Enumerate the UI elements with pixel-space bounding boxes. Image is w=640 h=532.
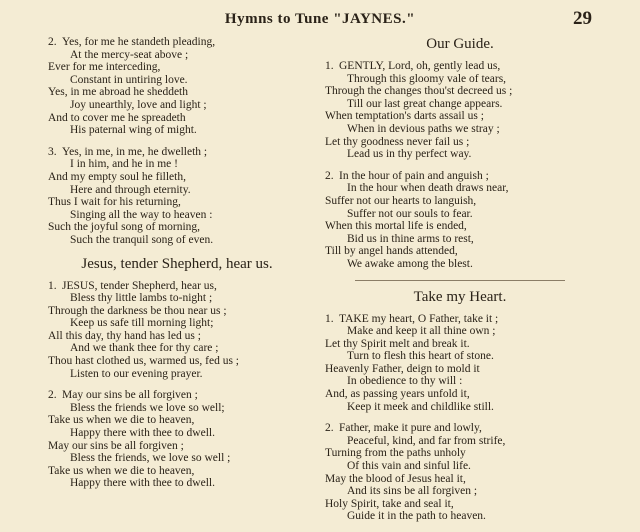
verse-text: Joy unearthly, love and light ; — [70, 98, 207, 111]
verse-line — [48, 305, 306, 318]
verse-line — [325, 136, 595, 149]
stanza-number: 1. — [48, 279, 57, 292]
verse-line — [325, 447, 595, 460]
stanza — [48, 146, 306, 247]
verse-text: Heavenly Father, deign to mold it — [325, 362, 480, 375]
verse-line — [48, 196, 306, 209]
verse-line — [325, 473, 595, 486]
stanza-number: 2. — [325, 422, 334, 435]
verse-text: Yes, in me, in me, he dwelleth ; — [62, 145, 208, 158]
verse-line — [48, 402, 306, 415]
verse-text: We awake among the blest. — [347, 257, 473, 270]
verse-text: Take us when we die to heaven, — [48, 464, 195, 477]
verse-line — [325, 401, 595, 414]
verse-text: Turn to flesh this heart of stone. — [347, 350, 494, 363]
verse-text: Bless the friends, we love so well ; — [70, 452, 231, 465]
verse-text: Yes, in me abroad he sheddeth — [48, 86, 188, 99]
verse-text: Holy Spirit, take and seal it, — [325, 497, 454, 510]
stanza — [48, 389, 306, 490]
hymn-body — [48, 280, 306, 491]
verse-text: Such the tranquil song of even. — [70, 233, 214, 246]
verse-line — [48, 427, 306, 440]
verse-line — [325, 60, 595, 73]
verse-line — [48, 292, 306, 305]
verse-text: Of this vain and sinful life. — [347, 460, 471, 473]
verse-text: When temptation's darts assail us ; — [325, 110, 484, 123]
verse-line — [325, 422, 595, 435]
page-number: 29 — [573, 8, 592, 29]
verse-text: Keep us safe till morning light; — [70, 317, 214, 330]
verse-text: Till by angel hands attended, — [325, 245, 458, 258]
verse-text: Happy there with thee to dwell. — [70, 477, 215, 490]
verse-line — [325, 258, 595, 271]
verse-text: Let thy goodness never fail us ; — [325, 135, 470, 148]
verse-line — [325, 148, 595, 161]
verse-line — [325, 460, 595, 473]
verse-text: And my empty soul he filleth, — [48, 170, 186, 183]
verse-text: Constant in untiring love. — [70, 73, 188, 86]
verse-text: May our sins be all forgiven ; — [48, 439, 184, 452]
verse-text: In the hour when death draws near, — [347, 182, 509, 195]
verse-line — [48, 221, 306, 234]
section-divider — [355, 280, 565, 281]
verse-text: Lead us in thy perfect way. — [347, 148, 472, 161]
verse-line — [325, 363, 595, 376]
verse-text: Keep it meek and childlike still. — [347, 400, 494, 413]
verse-text: Thou hast clothed us, warmed us, fed us ; — [48, 355, 239, 368]
verse-text: Guide it in the path to heaven. — [347, 510, 486, 523]
verse-line — [325, 388, 595, 401]
verse-line — [325, 375, 595, 388]
verse-line — [48, 414, 306, 427]
verse-line — [48, 36, 306, 49]
verse-line — [48, 171, 306, 184]
hymn-body — [325, 313, 595, 524]
verse-text: In obedience to thy will : — [347, 375, 463, 388]
verse-line — [325, 435, 595, 448]
verse-line — [325, 85, 595, 98]
verse-text: JESUS, tender Shepherd, hear us, — [62, 279, 217, 292]
verse-text: Through this gloomy vale of tears, — [347, 72, 507, 85]
verse-line — [325, 498, 595, 511]
verse-text: Happy there with thee to dwell. — [70, 427, 215, 440]
hymn-title: Jesus, tender Shepherd, hear us. — [81, 255, 273, 272]
verse-line — [325, 195, 595, 208]
verse-line — [48, 86, 306, 99]
stanza — [48, 36, 306, 137]
verse-line — [325, 338, 595, 351]
verse-text: Listen to our evening prayer. — [70, 367, 203, 380]
verse-text: And, as passing years unfold it, — [325, 388, 470, 401]
stanza — [325, 313, 595, 414]
verse-text: Ever for me interceding, — [48, 61, 161, 74]
verse-line — [325, 123, 595, 136]
verse-text: Thus I wait for his returning, — [48, 196, 181, 209]
stanza-number: 2. — [325, 169, 334, 182]
verse-line — [48, 452, 306, 465]
verse-text: Through the darkness be thou near us ; — [48, 304, 227, 317]
verse-line — [325, 220, 595, 233]
running-head — [0, 8, 640, 32]
verse-text: And its sins be all forgiven ; — [347, 485, 478, 498]
verse-line — [325, 350, 595, 363]
stanza — [48, 280, 306, 381]
verse-line — [325, 110, 595, 123]
verse-text: I in him, and he in me ! — [70, 158, 178, 171]
verse-text: Here and through eternity. — [70, 183, 191, 196]
stanza — [325, 170, 595, 271]
verse-line — [48, 317, 306, 330]
verse-text: Yes, for me he standeth pleading, — [62, 36, 216, 48]
verse-text: When this mortal life is ended, — [325, 220, 467, 233]
verse-text: Let thy Spirit melt and break it. — [325, 337, 470, 350]
verse-text: Suffer not our hearts to languish, — [325, 194, 477, 207]
verse-line — [48, 112, 306, 125]
verse-line — [325, 98, 595, 111]
verse-line — [48, 74, 306, 87]
verse-line — [48, 184, 306, 197]
verse-line — [325, 208, 595, 221]
verse-text: In the hour of pain and anguish ; — [339, 169, 489, 182]
verse-line — [325, 170, 595, 183]
verse-line — [325, 510, 595, 523]
stanza-number: 1. — [325, 312, 334, 325]
verse-text: And we thank thee for thy care ; — [70, 342, 219, 355]
verse-line — [48, 280, 306, 293]
verse-text: Such the joyful song of morning, — [48, 221, 201, 234]
verse-text: Through the changes thou'st decreed us ; — [325, 85, 513, 98]
verse-text: All this day, thy hand has led us ; — [48, 329, 201, 342]
verse-line — [325, 233, 595, 246]
continued-hymn — [48, 36, 306, 247]
verse-line — [48, 368, 306, 381]
verse-line — [325, 73, 595, 86]
verse-line — [48, 440, 306, 453]
verse-line — [48, 61, 306, 74]
right-column — [325, 36, 595, 532]
verse-line — [48, 355, 306, 368]
hymn-body — [325, 60, 595, 271]
verse-text: Bless the friends we love so well; — [70, 401, 225, 414]
running-title: Hymns to Tune "JAYNES." — [224, 11, 416, 27]
verse-line — [48, 477, 306, 490]
left-column — [48, 36, 306, 499]
verse-text: Bless thy little lambs to-night ; — [70, 292, 213, 305]
verse-line — [48, 342, 306, 355]
verse-text: At the mercy-seat above ; — [70, 48, 189, 61]
stanza — [325, 60, 595, 161]
verse-line — [48, 99, 306, 112]
verse-line — [48, 330, 306, 343]
verse-line — [325, 325, 595, 338]
verse-text: GENTLY, Lord, oh, gently lead us, — [339, 60, 501, 72]
stanza-number: 2. — [48, 389, 57, 402]
verse-text: Singing all the way to heaven : — [70, 208, 213, 221]
hymn-title: Take my Heart. — [413, 288, 507, 305]
verse-text: Peaceful, kind, and far from strife, — [347, 434, 506, 447]
verse-line — [48, 158, 306, 171]
verse-text: May the blood of Jesus heal it, — [325, 472, 466, 485]
verse-line — [325, 245, 595, 258]
verse-text: Suffer not our souls to fear. — [347, 207, 473, 220]
verse-text: Take us when we die to heaven, — [48, 414, 195, 427]
verse-line — [48, 234, 306, 247]
verse-text: When in devious paths we stray ; — [347, 122, 500, 135]
verse-text: Make and keep it all thine own ; — [347, 325, 496, 338]
verse-line — [48, 209, 306, 222]
verse-text: And to cover me he spreadeth — [48, 111, 186, 124]
stanza-number: 3. — [48, 145, 57, 158]
verse-line — [48, 465, 306, 478]
verse-text: His paternal wing of might. — [70, 124, 197, 137]
verse-line — [48, 49, 306, 62]
verse-line — [48, 389, 306, 402]
hymn-title: Our Guide. — [426, 36, 494, 52]
verse-line — [48, 146, 306, 159]
verse-line — [325, 182, 595, 195]
verse-text: Bid us in thine arms to rest, — [347, 232, 474, 245]
verse-text: May our sins be all forgiven ; — [62, 389, 198, 402]
stanza-number: 1. — [325, 60, 334, 72]
verse-line — [325, 485, 595, 498]
verse-text: Father, make it pure and lowly, — [339, 422, 482, 435]
verse-text: TAKE my heart, O Father, take it ; — [339, 312, 499, 325]
verse-line — [48, 124, 306, 137]
stanza-number: 2. — [48, 36, 57, 48]
verse-text: Till our last great change appears. — [347, 97, 503, 110]
stanza — [325, 422, 595, 523]
verse-text: Turning from the paths unholy — [325, 447, 466, 460]
verse-line — [325, 313, 595, 326]
